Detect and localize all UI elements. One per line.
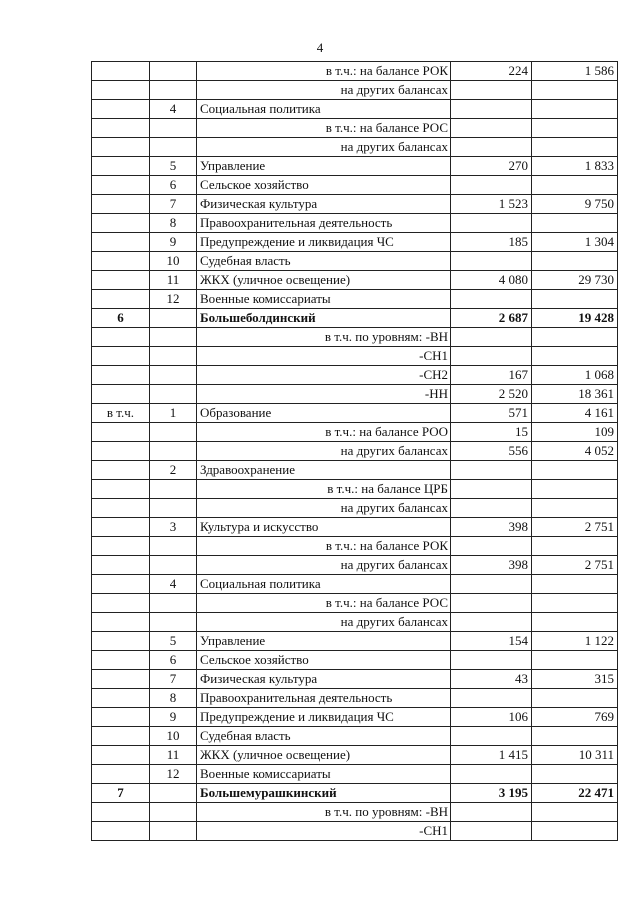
description-cell: на других балансах bbox=[197, 442, 451, 461]
table-row bbox=[92, 157, 618, 176]
value-cell-1 bbox=[451, 651, 532, 670]
value-cell-1 bbox=[451, 480, 532, 499]
sub-number-cell: 10 bbox=[150, 727, 197, 746]
value-cell-1: 2 520 bbox=[451, 385, 532, 404]
description-cell: Судебная власть bbox=[197, 252, 451, 271]
table-row bbox=[92, 347, 618, 366]
description-cell: в т.ч. по уровням: -ВН bbox=[197, 328, 451, 347]
sub-number-cell bbox=[150, 594, 197, 613]
value-cell-2 bbox=[532, 613, 618, 632]
sub-number-cell: 4 bbox=[150, 100, 197, 119]
table-row bbox=[92, 556, 618, 575]
sub-number-cell: 9 bbox=[150, 233, 197, 252]
value-cell-1 bbox=[451, 347, 532, 366]
value-cell-2: 315 bbox=[532, 670, 618, 689]
value-cell-2: 769 bbox=[532, 708, 618, 727]
value-cell-2 bbox=[532, 499, 618, 518]
description-cell: на других балансах bbox=[197, 81, 451, 100]
value-cell-2 bbox=[532, 347, 618, 366]
table-row bbox=[92, 81, 618, 100]
row-number-cell: 6 bbox=[92, 309, 150, 328]
sub-number-cell bbox=[150, 537, 197, 556]
value-cell-2 bbox=[532, 328, 618, 347]
row-number-cell bbox=[92, 613, 150, 632]
sub-number-cell bbox=[150, 328, 197, 347]
table-row bbox=[92, 119, 618, 138]
sub-number-cell: 5 bbox=[150, 157, 197, 176]
table-row bbox=[92, 480, 618, 499]
value-cell-1: 270 bbox=[451, 157, 532, 176]
value-cell-2: 1 586 bbox=[532, 62, 618, 81]
sub-number-cell bbox=[150, 822, 197, 841]
description-cell: в т.ч.: на балансе РОС bbox=[197, 594, 451, 613]
value-cell-1: 571 bbox=[451, 404, 532, 423]
row-number-cell bbox=[92, 138, 150, 157]
value-cell-2: 22 471 bbox=[532, 784, 618, 803]
budget-table bbox=[91, 61, 618, 841]
value-cell-1 bbox=[451, 499, 532, 518]
description-cell: -НН bbox=[197, 385, 451, 404]
table-row bbox=[92, 613, 618, 632]
table-row bbox=[92, 252, 618, 271]
value-cell-1 bbox=[451, 613, 532, 632]
table-row bbox=[92, 233, 618, 252]
sub-number-cell: 8 bbox=[150, 689, 197, 708]
sub-number-cell bbox=[150, 119, 197, 138]
description-cell: -СН1 bbox=[197, 347, 451, 366]
value-cell-1: 4 080 bbox=[451, 271, 532, 290]
value-cell-2 bbox=[532, 81, 618, 100]
description-cell: Физическая культура bbox=[197, 195, 451, 214]
description-cell: Физическая культура bbox=[197, 670, 451, 689]
row-number-cell bbox=[92, 271, 150, 290]
value-cell-2: 10 311 bbox=[532, 746, 618, 765]
value-cell-1 bbox=[451, 214, 532, 233]
sub-number-cell: 8 bbox=[150, 214, 197, 233]
description-cell: в т.ч. по уровням: -ВН bbox=[197, 803, 451, 822]
value-cell-1 bbox=[451, 176, 532, 195]
value-cell-1 bbox=[451, 803, 532, 822]
sub-number-cell bbox=[150, 480, 197, 499]
value-cell-1 bbox=[451, 537, 532, 556]
value-cell-1 bbox=[451, 822, 532, 841]
table-row bbox=[92, 271, 618, 290]
table-row bbox=[92, 195, 618, 214]
table-row bbox=[92, 423, 618, 442]
table-row bbox=[92, 309, 618, 328]
row-number-cell bbox=[92, 442, 150, 461]
row-number-cell bbox=[92, 499, 150, 518]
value-cell-2: 1 122 bbox=[532, 632, 618, 651]
value-cell-2 bbox=[532, 537, 618, 556]
sub-number-cell: 12 bbox=[150, 765, 197, 784]
row-number-cell bbox=[92, 651, 150, 670]
sub-number-cell bbox=[150, 309, 197, 328]
row-number-cell bbox=[92, 233, 150, 252]
description-cell: в т.ч.: на балансе РОС bbox=[197, 119, 451, 138]
sub-number-cell: 7 bbox=[150, 670, 197, 689]
value-cell-2: 9 750 bbox=[532, 195, 618, 214]
value-cell-2: 4 161 bbox=[532, 404, 618, 423]
table-row bbox=[92, 746, 618, 765]
row-number-cell bbox=[92, 252, 150, 271]
table-row bbox=[92, 708, 618, 727]
row-number-cell: 7 bbox=[92, 784, 150, 803]
value-cell-2: 1 068 bbox=[532, 366, 618, 385]
value-cell-2 bbox=[532, 119, 618, 138]
value-cell-2 bbox=[532, 461, 618, 480]
sub-number-cell: 12 bbox=[150, 290, 197, 309]
value-cell-1 bbox=[451, 461, 532, 480]
value-cell-2: 29 730 bbox=[532, 271, 618, 290]
sub-number-cell: 1 bbox=[150, 404, 197, 423]
value-cell-2 bbox=[532, 651, 618, 670]
description-cell: Судебная власть bbox=[197, 727, 451, 746]
value-cell-1: 106 bbox=[451, 708, 532, 727]
value-cell-2 bbox=[532, 138, 618, 157]
sub-number-cell: 3 bbox=[150, 518, 197, 537]
table-row bbox=[92, 670, 618, 689]
row-number-cell bbox=[92, 423, 150, 442]
sub-number-cell: 5 bbox=[150, 632, 197, 651]
description-cell: Социальная политика bbox=[197, 100, 451, 119]
sub-number-cell: 11 bbox=[150, 271, 197, 290]
description-cell: -СН1 bbox=[197, 822, 451, 841]
row-number-cell bbox=[92, 157, 150, 176]
table-row bbox=[92, 138, 618, 157]
sub-number-cell bbox=[150, 347, 197, 366]
sub-number-cell: 7 bbox=[150, 195, 197, 214]
description-cell: Здравоохранение bbox=[197, 461, 451, 480]
table-row bbox=[92, 803, 618, 822]
sub-number-cell bbox=[150, 803, 197, 822]
value-cell-2 bbox=[532, 480, 618, 499]
row-number-cell bbox=[92, 632, 150, 651]
table-row bbox=[92, 537, 618, 556]
row-number-cell bbox=[92, 765, 150, 784]
row-number-cell bbox=[92, 119, 150, 138]
value-cell-1: 1 523 bbox=[451, 195, 532, 214]
description-cell: на других балансах bbox=[197, 613, 451, 632]
row-number-cell bbox=[92, 670, 150, 689]
table-row bbox=[92, 727, 618, 746]
sub-number-cell: 6 bbox=[150, 176, 197, 195]
value-cell-2 bbox=[532, 822, 618, 841]
value-cell-2 bbox=[532, 575, 618, 594]
description-cell: ЖКХ (уличное освещение) bbox=[197, 746, 451, 765]
description-cell: -СН2 bbox=[197, 366, 451, 385]
row-number-cell bbox=[92, 594, 150, 613]
row-number-cell bbox=[92, 290, 150, 309]
description-cell: Правоохранительная деятельность bbox=[197, 214, 451, 233]
description-cell: Военные комиссариаты bbox=[197, 290, 451, 309]
row-number-cell bbox=[92, 727, 150, 746]
row-number-cell bbox=[92, 480, 150, 499]
description-cell: в т.ч.: на балансе ЦРБ bbox=[197, 480, 451, 499]
row-number-cell bbox=[92, 518, 150, 537]
value-cell-1 bbox=[451, 689, 532, 708]
description-cell: Культура и искусство bbox=[197, 518, 451, 537]
value-cell-1 bbox=[451, 100, 532, 119]
description-cell: Образование bbox=[197, 404, 451, 423]
table-row bbox=[92, 62, 618, 81]
value-cell-1 bbox=[451, 575, 532, 594]
value-cell-1 bbox=[451, 727, 532, 746]
value-cell-1: 398 bbox=[451, 518, 532, 537]
value-cell-2: 18 361 bbox=[532, 385, 618, 404]
sub-number-cell bbox=[150, 613, 197, 632]
value-cell-2 bbox=[532, 214, 618, 233]
sub-number-cell bbox=[150, 138, 197, 157]
table-row bbox=[92, 594, 618, 613]
description-cell: в т.ч.: на балансе РОО bbox=[197, 423, 451, 442]
row-number-cell bbox=[92, 100, 150, 119]
value-cell-2 bbox=[532, 689, 618, 708]
table-row bbox=[92, 518, 618, 537]
description-cell: Предупреждение и ликвидация ЧС bbox=[197, 233, 451, 252]
row-number-cell: в т.ч. bbox=[92, 404, 150, 423]
row-number-cell bbox=[92, 689, 150, 708]
table-row bbox=[92, 499, 618, 518]
description-cell: на других балансах bbox=[197, 556, 451, 575]
value-cell-2: 109 bbox=[532, 423, 618, 442]
table-row bbox=[92, 822, 618, 841]
description-cell: Управление bbox=[197, 157, 451, 176]
value-cell-1 bbox=[451, 119, 532, 138]
value-cell-1: 167 bbox=[451, 366, 532, 385]
table-row bbox=[92, 404, 618, 423]
description-cell: Предупреждение и ликвидация ЧС bbox=[197, 708, 451, 727]
row-number-cell bbox=[92, 176, 150, 195]
sub-number-cell bbox=[150, 62, 197, 81]
description-cell: в т.ч.: на балансе РОК bbox=[197, 537, 451, 556]
row-number-cell bbox=[92, 385, 150, 404]
row-number-cell bbox=[92, 575, 150, 594]
row-number-cell bbox=[92, 81, 150, 100]
description-cell: на других балансах bbox=[197, 138, 451, 157]
table-row bbox=[92, 176, 618, 195]
description-cell: Военные комиссариаты bbox=[197, 765, 451, 784]
value-cell-2 bbox=[532, 176, 618, 195]
sub-number-cell bbox=[150, 81, 197, 100]
description-cell: Сельское хозяйство bbox=[197, 651, 451, 670]
sub-number-cell bbox=[150, 385, 197, 404]
value-cell-2 bbox=[532, 252, 618, 271]
table-row bbox=[92, 689, 618, 708]
sub-number-cell bbox=[150, 784, 197, 803]
value-cell-1 bbox=[451, 290, 532, 309]
value-cell-1: 3 195 bbox=[451, 784, 532, 803]
value-cell-2 bbox=[532, 765, 618, 784]
row-number-cell bbox=[92, 461, 150, 480]
sub-number-cell: 10 bbox=[150, 252, 197, 271]
description-cell: Сельское хозяйство bbox=[197, 176, 451, 195]
row-number-cell bbox=[92, 62, 150, 81]
value-cell-1: 185 bbox=[451, 233, 532, 252]
value-cell-1 bbox=[451, 328, 532, 347]
table-row bbox=[92, 651, 618, 670]
table-row bbox=[92, 784, 618, 803]
sub-number-cell: 11 bbox=[150, 746, 197, 765]
table-row bbox=[92, 385, 618, 404]
value-cell-2: 2 751 bbox=[532, 518, 618, 537]
value-cell-1 bbox=[451, 138, 532, 157]
value-cell-2: 1 304 bbox=[532, 233, 618, 252]
description-cell: на других балансах bbox=[197, 499, 451, 518]
value-cell-1: 15 bbox=[451, 423, 532, 442]
value-cell-2 bbox=[532, 727, 618, 746]
value-cell-1: 154 bbox=[451, 632, 532, 651]
description-cell: Большемурашкинский bbox=[197, 784, 451, 803]
page-number: 4 bbox=[316, 40, 324, 55]
value-cell-2 bbox=[532, 100, 618, 119]
row-number-cell bbox=[92, 328, 150, 347]
row-number-cell bbox=[92, 708, 150, 727]
sub-number-cell bbox=[150, 556, 197, 575]
table-row bbox=[92, 442, 618, 461]
table-row bbox=[92, 290, 618, 309]
value-cell-1: 556 bbox=[451, 442, 532, 461]
row-number-cell bbox=[92, 746, 150, 765]
value-cell-2 bbox=[532, 594, 618, 613]
row-number-cell bbox=[92, 214, 150, 233]
row-number-cell bbox=[92, 803, 150, 822]
value-cell-1: 224 bbox=[451, 62, 532, 81]
sub-number-cell bbox=[150, 499, 197, 518]
value-cell-2: 1 833 bbox=[532, 157, 618, 176]
value-cell-1 bbox=[451, 765, 532, 784]
value-cell-2: 4 052 bbox=[532, 442, 618, 461]
description-cell: Социальная политика bbox=[197, 575, 451, 594]
row-number-cell bbox=[92, 537, 150, 556]
sub-number-cell bbox=[150, 366, 197, 385]
row-number-cell bbox=[92, 366, 150, 385]
value-cell-1 bbox=[451, 81, 532, 100]
table-row bbox=[92, 575, 618, 594]
budget-table-body bbox=[92, 62, 618, 841]
sub-number-cell: 6 bbox=[150, 651, 197, 670]
description-cell: Правоохранительная деятельность bbox=[197, 689, 451, 708]
sub-number-cell: 9 bbox=[150, 708, 197, 727]
value-cell-1 bbox=[451, 252, 532, 271]
description-cell: Большеболдинский bbox=[197, 309, 451, 328]
value-cell-1: 43 bbox=[451, 670, 532, 689]
value-cell-2 bbox=[532, 803, 618, 822]
sub-number-cell: 2 bbox=[150, 461, 197, 480]
table-row bbox=[92, 214, 618, 233]
description-cell: в т.ч.: на балансе РОК bbox=[197, 62, 451, 81]
row-number-cell bbox=[92, 195, 150, 214]
row-number-cell bbox=[92, 556, 150, 575]
value-cell-1 bbox=[451, 594, 532, 613]
value-cell-1: 398 bbox=[451, 556, 532, 575]
table-row bbox=[92, 632, 618, 651]
table-row bbox=[92, 100, 618, 119]
value-cell-1: 1 415 bbox=[451, 746, 532, 765]
row-number-cell bbox=[92, 822, 150, 841]
value-cell-2: 2 751 bbox=[532, 556, 618, 575]
sub-number-cell bbox=[150, 423, 197, 442]
value-cell-2: 19 428 bbox=[532, 309, 618, 328]
value-cell-1: 2 687 bbox=[451, 309, 532, 328]
value-cell-2 bbox=[532, 290, 618, 309]
sub-number-cell: 4 bbox=[150, 575, 197, 594]
table-row bbox=[92, 328, 618, 347]
sub-number-cell bbox=[150, 442, 197, 461]
row-number-cell bbox=[92, 347, 150, 366]
description-cell: Управление bbox=[197, 632, 451, 651]
description-cell: ЖКХ (уличное освещение) bbox=[197, 271, 451, 290]
table-row bbox=[92, 765, 618, 784]
table-row bbox=[92, 366, 618, 385]
table-row bbox=[92, 461, 618, 480]
